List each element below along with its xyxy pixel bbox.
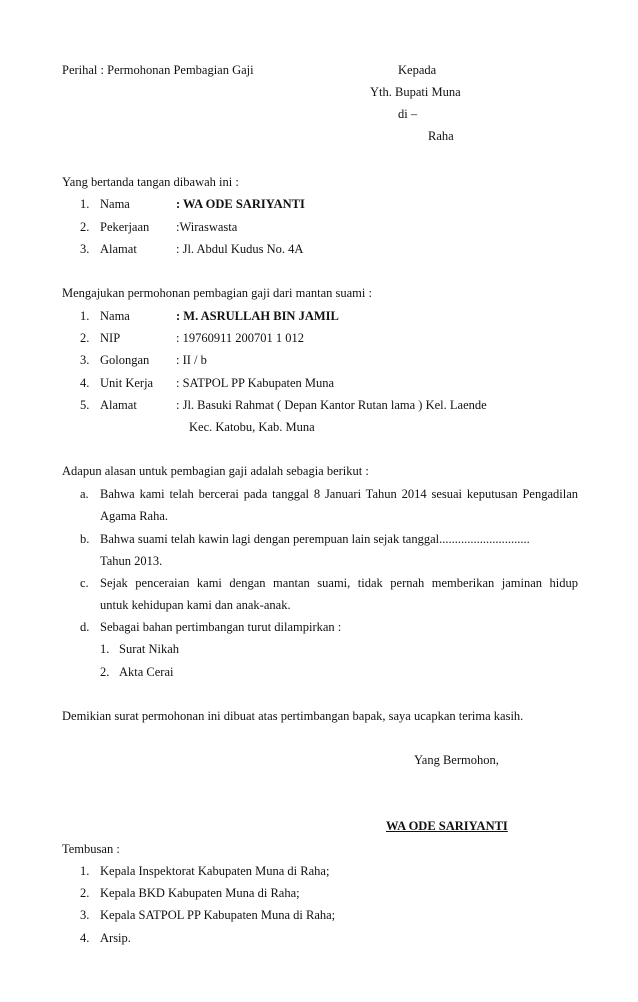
husband-address: : Jl. Basuki Rahmat ( Depan Kantor Rutan lama ) Kel. Laende — [176, 398, 487, 412]
cc-num: 2. — [80, 886, 90, 900]
cc-item: Kepala BKD Kabupaten Muna di Raha; — [100, 886, 300, 900]
reason-d-line: Sebagai bahan pertimbangan turut dilampirkan : — [100, 620, 342, 634]
reason-c-line: untuk kehidupan kami dan anak-anak. — [100, 598, 291, 612]
reasons-intro: Adapun alasan untuk pembagian gaji adalah sebagia berikut : — [62, 464, 369, 478]
husband-address-cont: Kec. Katobu, Kab. Muna — [189, 420, 315, 434]
reason-letter: b. — [80, 532, 90, 546]
signature-name: WA ODE SARIYANTI — [386, 819, 508, 833]
subject-line: Perihal : Permohonan Pembagian Gaji — [62, 63, 254, 77]
reason-b-line: Bahwa suami telah kawin lagi dengan perempuan lain sejak tanggal............................. — [100, 532, 530, 546]
husband-rank: : II / b — [176, 353, 207, 367]
husband-row-label: Unit Kerja — [100, 376, 154, 390]
cc-item: Kepala SATPOL PP Kabupaten Muna di Raha; — [100, 908, 336, 922]
cc-item: Arsip. — [100, 931, 131, 945]
reason-letter: a. — [80, 487, 89, 501]
husband-nip: : 19760911 200701 1 012 — [176, 331, 305, 345]
applicant-intro: Yang bertanda tangan dibawah ini : — [62, 175, 239, 189]
signature-greeting: Yang Bermohon, — [414, 753, 499, 767]
cc-title: Tembusan : — [62, 842, 120, 856]
applicant-row-label: Alamat — [100, 242, 137, 256]
cc-item: Kepala Inspektorat Kabupaten Muna di Raha; — [100, 864, 330, 878]
closing-paragraph: Demikian surat permohonan ini dibuat atas pertimbangan bapak, saya ucapkan terima kasih. — [62, 709, 524, 723]
recipient-at: di – — [398, 107, 418, 121]
husband-unit: : SATPOL PP Kabupaten Muna — [176, 376, 335, 390]
reason-b-line: Tahun 2013. — [100, 554, 163, 568]
applicant-name: : WA ODE SARIYANTI — [176, 197, 305, 211]
applicant-row-num: 1. — [80, 197, 90, 211]
attachment-num: 1. — [100, 642, 110, 656]
husband-row-num: 5. — [80, 398, 90, 412]
applicant-job: :Wiraswasta — [176, 220, 238, 234]
applicant-row-label: Pekerjaan — [100, 220, 150, 234]
reason-letter: d. — [80, 620, 90, 634]
recipient-name: Yth. Bupati Muna — [370, 85, 461, 99]
husband-row-num: 4. — [80, 376, 90, 390]
applicant-row-num: 3. — [80, 242, 90, 256]
husband-row-num: 3. — [80, 353, 90, 367]
recipient-to: Kepada — [398, 63, 437, 77]
husband-row-label: Nama — [100, 309, 130, 323]
husband-name: : M. ASRULLAH BIN JAMIL — [176, 309, 339, 323]
reason-letter: c. — [80, 576, 89, 590]
husband-row-label: Golongan — [100, 353, 150, 367]
cc-num: 1. — [80, 864, 90, 878]
attachment-num: 2. — [100, 665, 110, 679]
attachment-item: Akta Cerai — [119, 665, 174, 679]
husband-row-label: Alamat — [100, 398, 137, 412]
husband-row-num: 2. — [80, 331, 90, 345]
husband-row-num: 1. — [80, 309, 90, 323]
attachment-item: Surat Nikah — [119, 642, 180, 656]
applicant-row-label: Nama — [100, 197, 130, 211]
husband-row-label: NIP — [100, 331, 121, 345]
applicant-address: : Jl. Abdul Kudus No. 4A — [176, 242, 304, 256]
husband-intro: Mengajukan permohonan pembagian gaji dari mantan suami : — [62, 286, 372, 300]
reason-c-line: Sejak penceraian kami dengan mantan suami, tidak pernah memberikan jaminan hidup — [100, 576, 578, 590]
reason-a-line: Agama Raha. — [100, 509, 169, 523]
recipient-city: Raha — [428, 129, 454, 143]
cc-num: 3. — [80, 908, 90, 922]
applicant-row-num: 2. — [80, 220, 90, 234]
reason-a-line: Bahwa kami telah bercerai pada tanggal 8 Januari Tahun 2014 sesuai keputusan Pengadilan — [100, 487, 578, 501]
cc-num: 4. — [80, 931, 90, 945]
